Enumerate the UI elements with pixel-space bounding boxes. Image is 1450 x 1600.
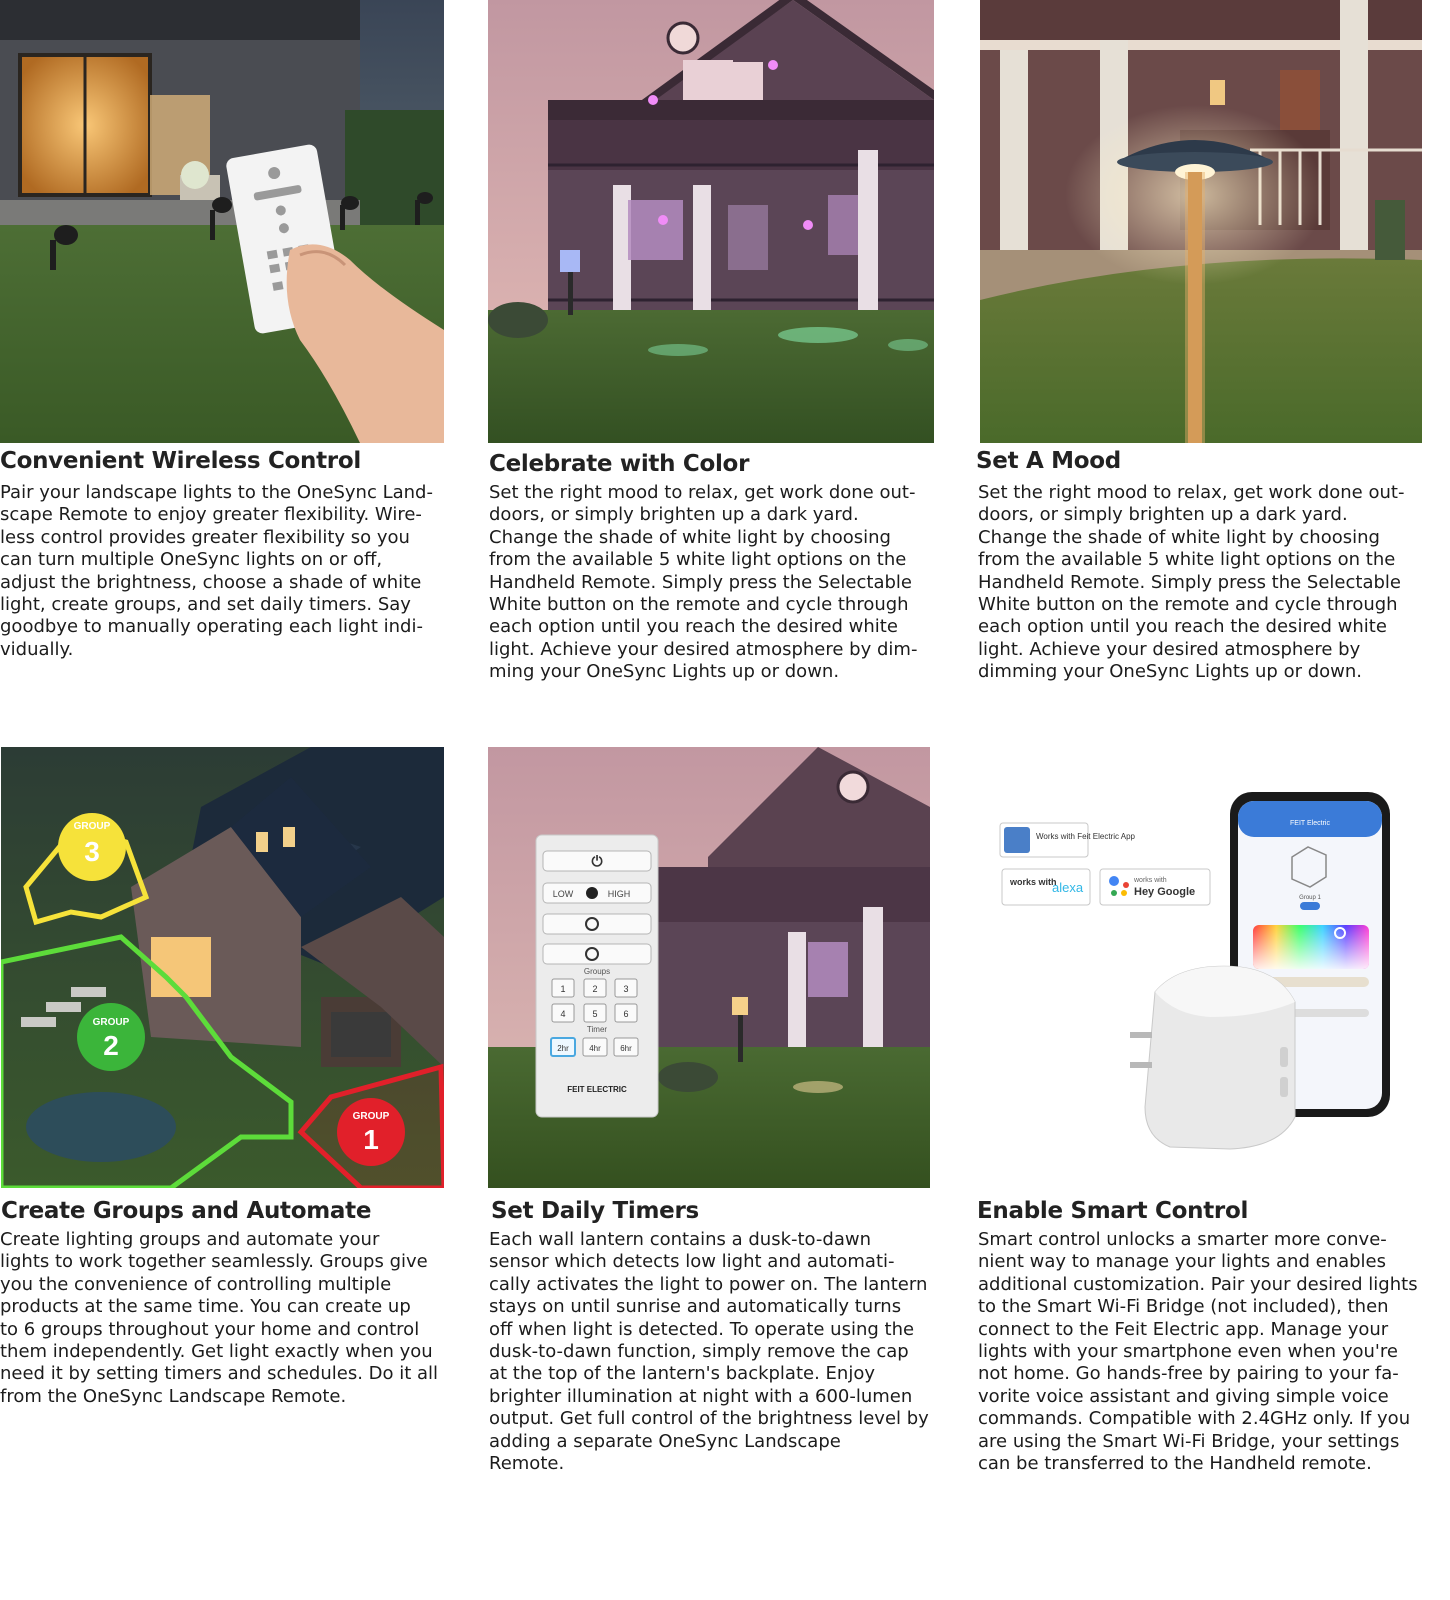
timer-label: Timer (586, 1025, 608, 1034)
remote-high: HIGH (607, 889, 631, 899)
card-title: Celebrate with Color (489, 451, 750, 477)
card-title: Enable Smart Control (977, 1198, 1249, 1224)
feit-app-icon (1004, 827, 1030, 853)
smart-control-image (980, 747, 1422, 1188)
card-title: Set Daily Timers (491, 1198, 699, 1224)
celebrate-color-image (488, 0, 934, 443)
card-title: Create Groups and Automate (1, 1198, 372, 1224)
card-description: Each wall lantern contains a dusk-to-dawn sensor which detects low light and automati- cally activates the light to power on. The lantern stays on until sunrise and automatically turns off when light is detected. To operate using the dusk-to-dawn function, simply remove the cap at the top of the lantern's backplate. Enjoy brighter illumination at night with a 600-lumen output. Get full control of the brightness level by adding a separate OneSync Landscape Remote. (489, 1229, 929, 1475)
card-title: Set A Mood (976, 448, 1121, 474)
alexa-logo: alexa (1052, 880, 1084, 895)
timer-button-4hr: 4hr (589, 1044, 601, 1053)
timer-button-6hr: 6hr (620, 1044, 632, 1053)
group-label: GROUP (73, 821, 111, 832)
google-works-with: works with (1134, 877, 1167, 884)
group-button-4: 4 (560, 1009, 566, 1019)
group-label: GROUP (352, 1111, 390, 1122)
phone-header: FEIT Electric (1290, 820, 1330, 827)
daily-timers-image (488, 747, 930, 1188)
card-description: Pair your landscape lights to the OneSync Land- scape Remote to enjoy greater flexibility. Wire- less control provides greater flexibility so you can turn multiple OneSync lights on or off, adjust the brightness, choose a shade of white light, create groups, and set daily timers. Say goodbye to manually operating each light indi- vidually. (0, 482, 433, 660)
group-number: 3 (84, 836, 100, 867)
card-description: Set the right mood to relax, get work done out- doors, or simply brighten up a dark yard. Change the shade of white light by choosing from the available 5 white light options on the Handheld Remote. Simply press the Selectable White button on the remote and cycle through each option until you reach the desired white light. Achieve your desired atmosphere by dimming your OneSync Lights up or down. (978, 482, 1405, 683)
phone-group: Group 1 (1299, 895, 1321, 901)
card-title: Convenient Wireless Control (0, 448, 361, 474)
feit-logo: FEIT ELECTRIC (567, 1085, 627, 1094)
set-mood-image (980, 0, 1422, 443)
group-button-1: 1 (560, 984, 566, 994)
create-groups-image (1, 747, 444, 1188)
timer-button-2hr: 2hr (557, 1044, 569, 1053)
group-1-badge (337, 1098, 405, 1166)
group-label: GROUP (92, 1017, 130, 1028)
group-button-6: 6 (623, 1009, 629, 1019)
card-description: Set the right mood to relax, get work done out- doors, or simply brighten up a dark yard. Change the shade of white light by choosing from the available 5 white light options on the Handheld Remote. Simply press the Selectable White button on the remote and cycle through each option until you reach the desired white light. Achieve your desired atmosphere by dim- ming your OneSync Lights up or down. (489, 482, 918, 683)
card-description: Create lighting groups and automate your lights to work together seamlessly. Groups give you the convenience of controlling multiple products at the same time. You can create up to 6 groups throughout your home and control them independently. Get light exactly when you need it by setting timers and schedules. Do it all from the OneSync Landscape Remote. (0, 1229, 439, 1407)
group-number: 1 (363, 1124, 379, 1155)
group-3-badge (58, 813, 126, 881)
groups-label: Groups (583, 967, 611, 976)
group-button-3: 3 (623, 984, 629, 994)
group-number: 2 (103, 1030, 119, 1061)
card-description: Smart control unlocks a smarter more conve- nient way to manage your lights and enables additional customization. Pair your desired lights to the Smart Wi-Fi Bridge (not included), then connect to the Feit Electric app. Manage your lights with your smartphone even when you're not home. Go hands-free by pairing to your fa- vorite voice assistant and giving simple voice commands. Compatible with 2.4GHz only. If you are using the Smart Wi-Fi Bridge, your settings can be transferred to the Handheld remote. (978, 1229, 1418, 1475)
group-button-5: 5 (592, 1009, 598, 1019)
hey-google-logo: Hey Google (1134, 886, 1196, 898)
feit-app-badge: Works with Feit Electric App (1036, 832, 1135, 841)
group-button-2: 2 (592, 984, 598, 994)
power-icon: ⏻ (591, 854, 603, 870)
remote-low: LOW (552, 889, 574, 899)
works-with-label: works with (1010, 877, 1057, 887)
wireless-control-image (0, 0, 444, 443)
group-2-badge (77, 1003, 145, 1071)
